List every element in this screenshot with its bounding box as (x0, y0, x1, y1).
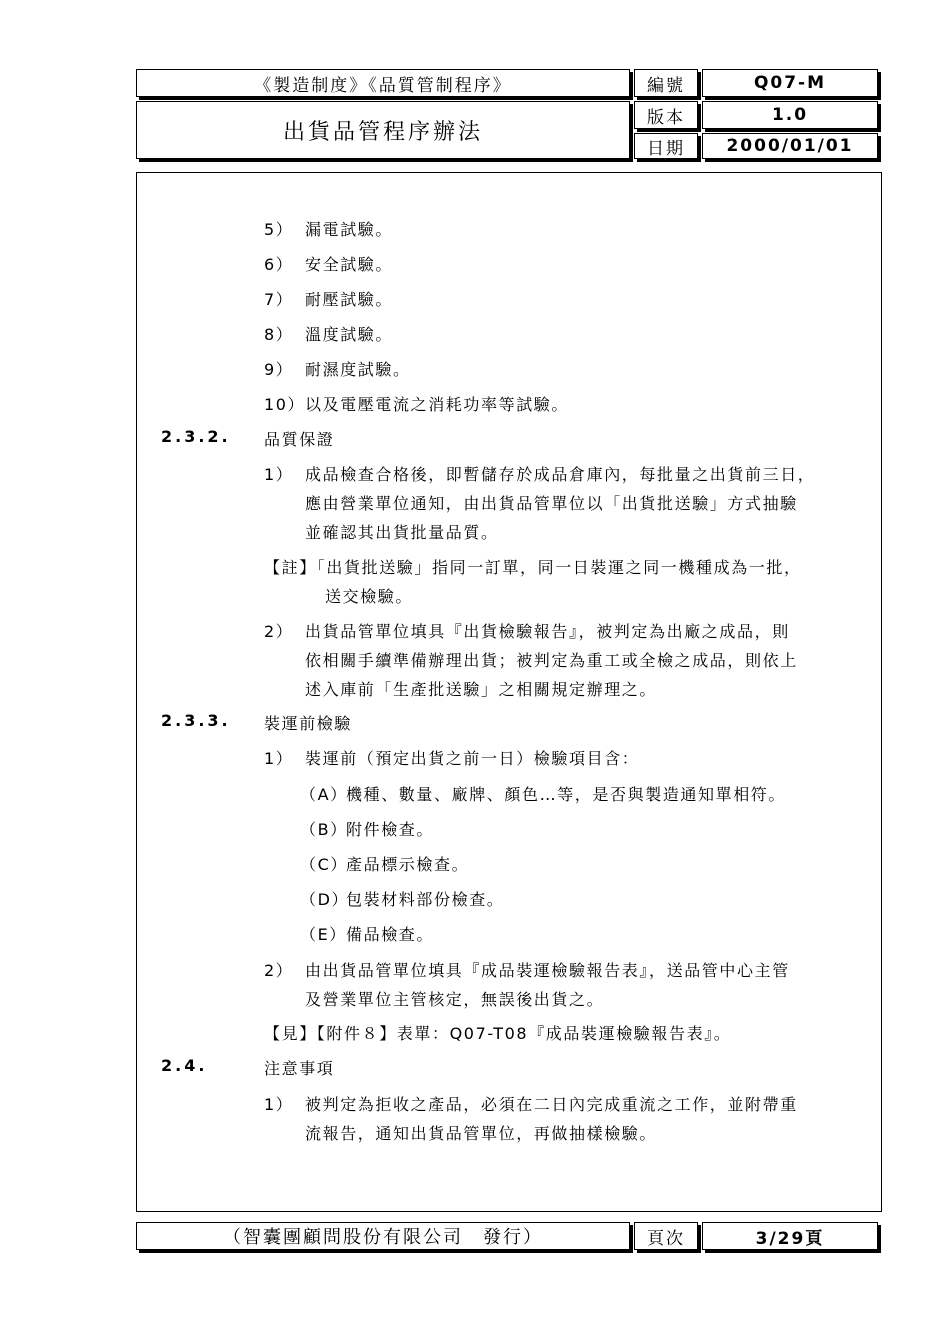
para-line: 被判定為拒收之產品，必須在二日內完成重流之工作，並附帶重 (305, 1095, 798, 1114)
item-number: 9） (264, 360, 294, 379)
date-label-text: 日期 (647, 138, 685, 159)
subitem-number: （C） (300, 855, 348, 874)
version-value (702, 101, 878, 129)
subitem-text: 產品標示檢查。 (346, 855, 470, 874)
doc-title: 出貨品管程序辦法 (282, 119, 483, 145)
number-label (634, 69, 698, 97)
number-value-text: Q07-M (753, 73, 827, 93)
item-text: 漏電試驗。 (305, 220, 394, 239)
section-title: 品質保證 (264, 430, 335, 449)
version-label (634, 101, 698, 129)
item-text: 以及電壓電流之消耗功率等試驗。 (305, 395, 570, 414)
page-number (702, 1222, 878, 1250)
item-text: 安全試驗。 (305, 255, 394, 274)
item-text: 溫度試驗。 (305, 325, 394, 344)
series-title (136, 69, 630, 97)
para-line: 依相關手續準備辦理出貨；被判定為重工或全檢之成品，則依上 (305, 651, 798, 670)
doc-title-box (136, 101, 630, 159)
para-line: 流報告，通知出貨品管單位，再做抽樣檢驗。 (305, 1124, 658, 1143)
para-number: 1） (264, 1095, 294, 1114)
page-label-text: 頁次 (647, 1228, 685, 1249)
para-line: 應由營業單位通知，由出貨品管單位以「出貨批送驗」方式抽驗 (305, 494, 798, 513)
number-value (702, 69, 878, 97)
item-text: 耐壓試驗。 (305, 290, 394, 309)
item-number: 6） (264, 255, 294, 274)
item-text: 耐濕度試驗。 (305, 360, 411, 379)
subitem-number: （B） (300, 820, 348, 839)
page-number-text: 3/29頁 (755, 1228, 825, 1249)
para-line: 成品檢查合格後，即暫儲存於成品倉庫內，每批量之出貨前三日， (305, 465, 816, 484)
subitem-number: （A） (300, 785, 348, 804)
para-number: 2） (264, 961, 294, 980)
version-value-text: 1.0 (771, 105, 809, 125)
publisher-box (136, 1222, 630, 1250)
subitem-number: （E） (300, 925, 347, 944)
section-title: 裝運前檢驗 (264, 714, 353, 733)
date-value-text: 2000/01/01 (726, 136, 854, 156)
subitem-text: 包裝材料部份檢查。 (346, 890, 505, 909)
publisher-text: （智囊團顧問股份有限公司 發行） (223, 1227, 543, 1248)
item-number: 10） (264, 395, 306, 414)
para-line: 裝運前（預定出貨之前一日）檢驗項目含： (305, 749, 640, 768)
para-line: 述入庫前「生產批送驗」之相關規定辦理之。 (305, 680, 658, 699)
reference-line: 【見】【附件８】表單：Q07-T08『成品裝運檢驗報告表』。 (264, 1024, 732, 1043)
section-title: 注意事項 (264, 1059, 335, 1078)
section-number: 2.4. (161, 1056, 208, 1075)
para-line: 並確認其出貨批量品質。 (305, 523, 499, 542)
version-label-text: 版本 (647, 107, 685, 128)
series-title-text: 《製造制度》《品質管制程序》 (254, 75, 512, 96)
para-line: 出貨品管單位填具『出貨檢驗報告』，被判定為出廠之成品，則 (305, 622, 790, 641)
para-number: 1） (264, 749, 294, 768)
note-line: 送交檢驗。 (325, 587, 414, 606)
para-number: 2） (264, 622, 294, 641)
subitem-text: 附件檢查。 (346, 820, 435, 839)
item-number: 5） (264, 220, 294, 239)
para-line: 由出貨品管單位填具『成品裝運檢驗報告表』，送品管中心主管 (305, 961, 790, 980)
subitem-text: 機種、數量、廠牌、顏色…等，是否與製造通知單相符。 (346, 785, 787, 804)
note-line: 【註】「出貨批送驗」指同一訂單，同一日裝運之同一機種成為一批， (264, 558, 802, 577)
date-label (634, 133, 698, 159)
section-number: 2.3.3. (161, 711, 231, 730)
subitem-number: （D） (300, 890, 350, 909)
date-value (702, 133, 878, 159)
section-number: 2.3.2. (161, 427, 231, 446)
subitem-text: 備品檢查。 (346, 925, 435, 944)
item-number: 7） (264, 290, 294, 309)
para-line: 及營業單位主管核定，無誤後出貨之。 (305, 990, 605, 1009)
page-label (634, 1222, 698, 1250)
para-number: 1） (264, 465, 294, 484)
item-number: 8） (264, 325, 294, 344)
number-label-text: 編號 (647, 75, 685, 96)
